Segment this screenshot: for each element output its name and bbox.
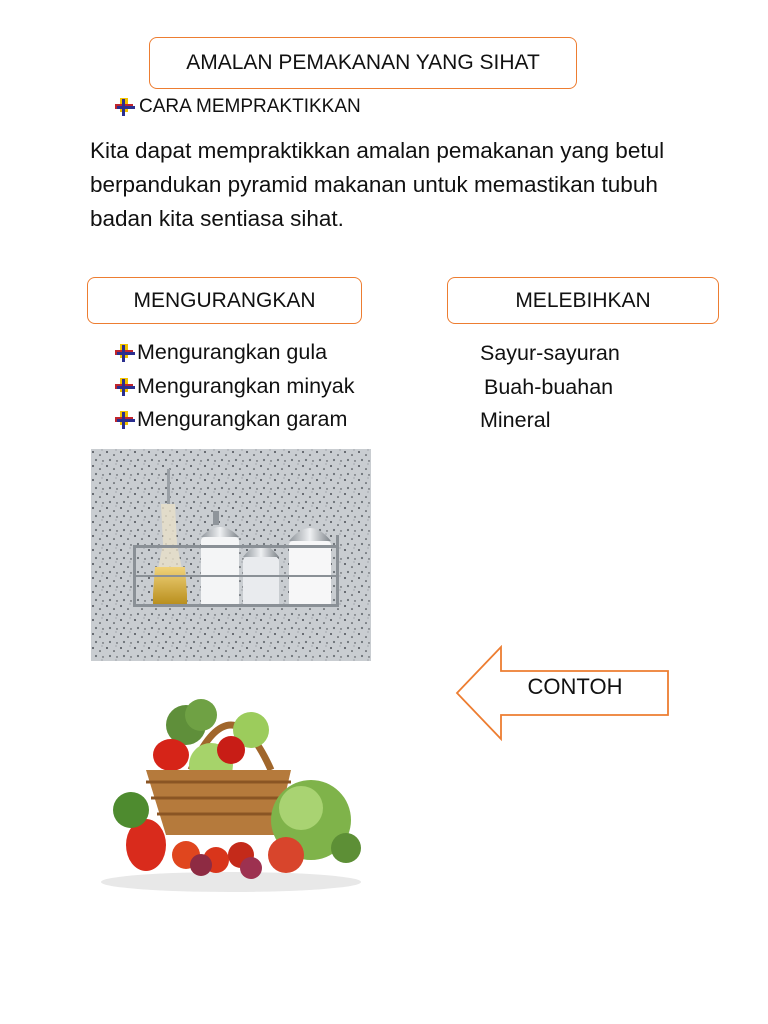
- example-arrow-label: CONTOH: [527, 674, 623, 699]
- increase-item: Sayur-sayuran: [480, 341, 620, 365]
- increase-item: Buah-buahan: [484, 375, 614, 399]
- vegetable-illustration: [91, 670, 371, 894]
- reduce-item-text: Mengurangkan gula: [137, 340, 328, 364]
- increase-box-label: MELEBIHKAN: [515, 288, 651, 312]
- subheading-row: [113, 96, 361, 118]
- reduce-box: [87, 277, 362, 324]
- vegetable-basket-photo: [91, 670, 371, 894]
- reduce-item-text: Mengurangkan minyak: [137, 374, 355, 398]
- condiment-photo: [91, 449, 371, 661]
- list-item: [113, 374, 355, 399]
- increase-item: Mineral: [480, 408, 551, 432]
- reduce-item-text: Mengurangkan garam: [137, 407, 348, 431]
- list-item: [113, 407, 347, 432]
- plus-bullet-icon: [113, 342, 137, 364]
- plus-bullet-icon: [113, 376, 137, 398]
- title-box: [149, 37, 577, 89]
- reduce-box-label: MENGURANGKAN: [133, 288, 316, 312]
- page-title: AMALAN PEMAKANAN YANG SIHAT: [186, 51, 540, 74]
- condiment-illustration: [91, 449, 371, 661]
- plus-bullet-icon: [113, 409, 137, 431]
- subheading-text: CARA MEMPRAKTIKKAN: [139, 96, 361, 117]
- plus-bullet-icon: [113, 96, 137, 118]
- list-item: [113, 340, 327, 365]
- intro-paragraph: Kita dapat mempraktikkan amalan pemakanan yang betul berpandukan pyramid makanan untuk memastikan tubuh badan kita sentiasa sihat.: [90, 138, 665, 231]
- increase-box: [447, 277, 719, 324]
